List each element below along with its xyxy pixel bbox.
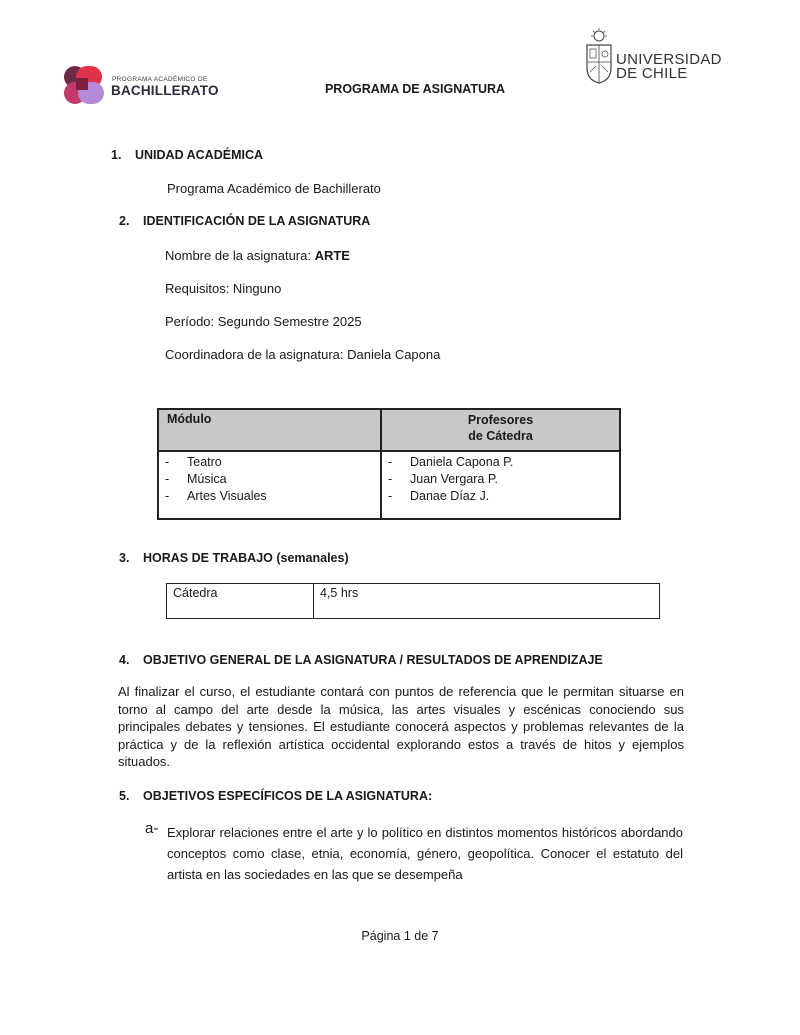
objective-a-text: Explorar relaciones entre el arte y lo político en distintos momentos históricos abordando conceptos como clase, etnia, economía, género, geopolítica. Conocer el estatuto del artista en las sociedades en las que se desempeña — [167, 825, 683, 882]
section-1-content: Programa Académico de Bachillerato — [167, 181, 381, 196]
section-4-heading: 4. OBJETIVO GENERAL DE LA ASIGNATURA / RESULTADOS DE APRENDIZAJE — [119, 653, 603, 667]
professors-column-header: Profesores de Cátedra — [381, 409, 620, 451]
modules-table — [157, 408, 621, 520]
section-2-heading: 2. IDENTIFICACIÓN DE LA ASIGNATURA — [119, 214, 371, 228]
page-title: PROGRAMA DE ASIGNATURA — [324, 82, 506, 96]
list-item: - Música — [165, 472, 227, 486]
logo-title: BACHILLERATO — [111, 83, 219, 98]
modules-table-body-row — [158, 451, 620, 519]
list-item: - Daniela Capona P. — [388, 455, 514, 469]
university-crest-icon — [584, 28, 614, 84]
list-item: - Artes Visuales — [165, 489, 267, 503]
section-5-heading: 5. OBJETIVOS ESPECÍFICOS DE LA ASIGNATURA: — [119, 789, 433, 803]
list-item: - Danae Díaz J. — [388, 489, 490, 503]
list-item: - Juan Vergara P. — [388, 472, 499, 486]
table-row — [167, 584, 660, 619]
period-line: Período: Segundo Semestre 2025 — [165, 314, 362, 329]
hours-table — [166, 583, 660, 619]
subject-name-value: ARTE — [314, 248, 350, 263]
professors-cell — [381, 451, 620, 519]
logo-subtitle: PROGRAMA ACADÉMICO DE — [112, 76, 208, 83]
list-item: - Teatro — [165, 455, 222, 469]
section-3-heading: 3. HORAS DE TRABAJO (semanales) — [119, 551, 349, 565]
hours-value-cell: 4,5 hrs — [314, 584, 660, 619]
subject-name-line: Nombre de la asignatura: ARTE — [165, 248, 350, 263]
general-objective-paragraph: Al finalizar el curso, el estudiante contará con puntos de referencia que le permitan situarse en torno al campo del arte desde la música, las artes visuales y escénicas conociendo sus principales debates y tensiones. El estudiante conocerá aspectos y problemas relevantes de la práctica y de la reflexión artística occidental explorando estos a través de hitos y ejemplos situados. — [118, 684, 684, 769]
universidad-de-chile-logo — [584, 28, 724, 88]
university-name: UNIVERSIDAD DE CHILE — [616, 51, 722, 82]
objective-a-letter: a- — [145, 820, 159, 837]
modules-cell — [158, 451, 381, 519]
hours-label-cell: Cátedra — [167, 584, 314, 619]
section-1-heading: 1. UNIDAD ACADÉMICA — [111, 148, 264, 162]
coordinator-line: Coordinadora de la asignatura: Daniela Capona — [165, 347, 441, 362]
requirements-line: Requisitos: Ninguno — [165, 281, 282, 296]
module-column-header: Módulo — [158, 409, 381, 451]
modules-table-header-row — [158, 409, 620, 451]
page-number: Página 1 de 7 — [361, 929, 439, 943]
